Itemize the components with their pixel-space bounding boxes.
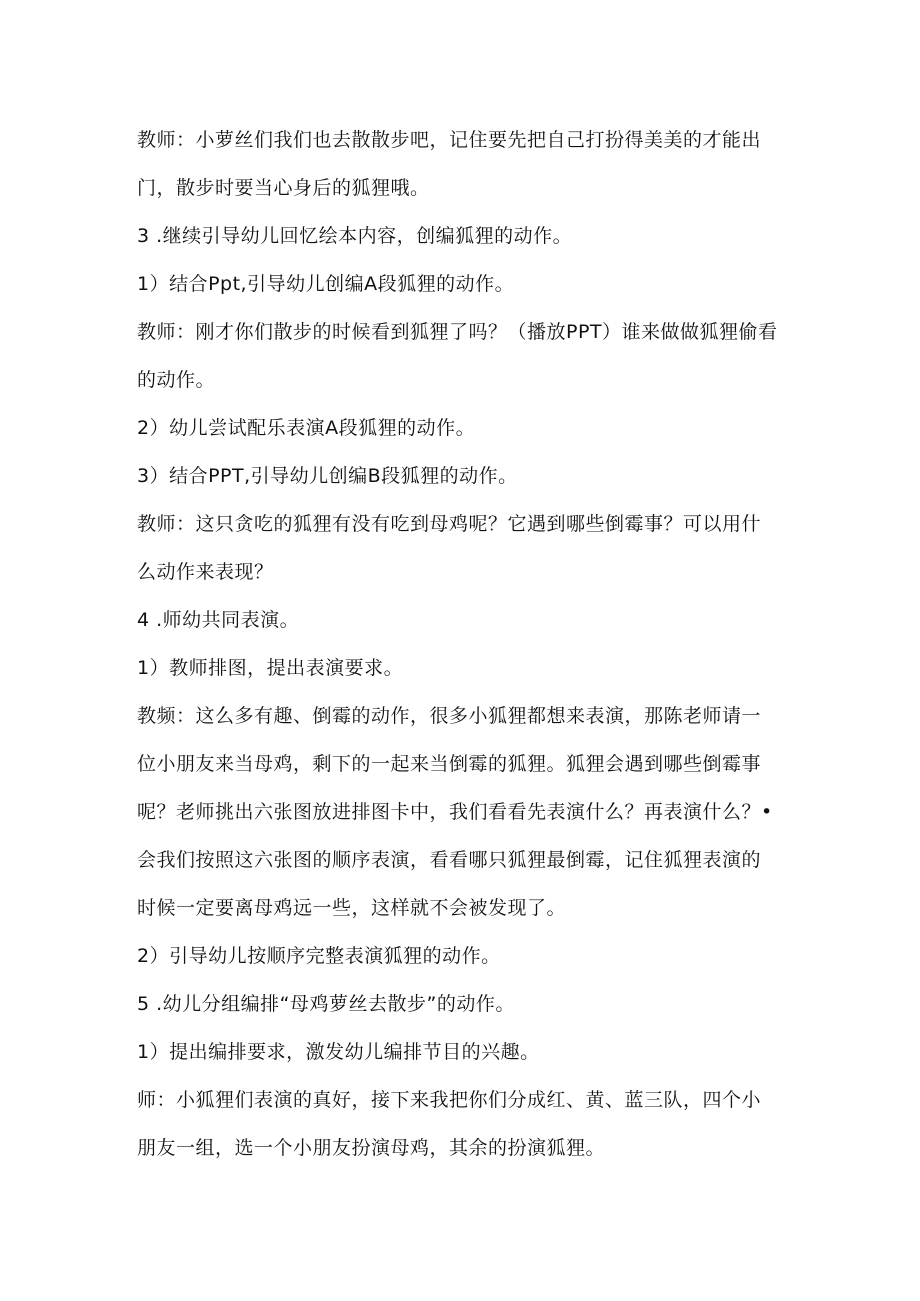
step-item: 2）幼儿尝试配乐表演A段狐狸的动作。	[137, 417, 476, 439]
step-item: 1）教师排图，提出表演要求。	[137, 657, 404, 679]
section-heading: 4 .师幼共同表演。	[137, 609, 300, 631]
text-line: 呢？老师挑出六张图放进排图卡中，我们看看先表演什么？再表演什么？•	[137, 801, 773, 823]
step-item: 2）引导幼儿按顺序完整表演狐狸的动作。	[137, 945, 501, 967]
section-heading: 5 .幼儿分组编排“母鸡萝丝去散步”的动作。	[137, 993, 515, 1015]
text-line: 么动作来表现？	[137, 561, 274, 583]
text-line: 门，散步时要当心身后的狐狸哦。	[137, 177, 430, 199]
text-line: 朋友一组，选一个小朋友扮演母鸡，其余的扮演狐狸。	[137, 1137, 606, 1159]
text-line: 会我们按照这六张图的顺序表演，看看哪只狐狸最倒霉，记住狐狸表演的	[137, 849, 762, 871]
step-item: 1）提出编排要求，激发幼儿编排节目的兴趣。	[137, 1041, 540, 1063]
text-line: 师：小狐狸们表演的真好，接下来我把你们分成红、黄、蓝三队，四个小	[137, 1089, 762, 1111]
text-line: 的动作。	[137, 369, 216, 391]
text-line: 教师：小萝丝们我们也去散散步吧，记住要先把自己打扮得美美的才能出	[137, 129, 762, 151]
step-item: 3）结合PPT,引导幼儿创编B段狐狸的动作。	[137, 465, 518, 487]
text-line: 教师：刚才你们散步的时候看到狐狸了吗？（播放PPT）谁来做做狐狸偷看	[137, 321, 778, 343]
text-line: 时候一定要离母鸡远一些，这样就不会被发现了。	[137, 897, 567, 919]
text-line: 教师：这只贪吃的狐狸有没有吃到母鸡呢？它遇到哪些倒霉事？可以用什	[137, 513, 762, 535]
section-heading: 3 .继续引导幼儿回忆绘本内容，创编狐狸的动作。	[137, 225, 573, 247]
text-line: 位小朋友来当母鸡，剩下的一起来当倒霉的狐狸。狐狸会遇到哪些倒霉事	[137, 753, 762, 775]
text-line: 教频：这么多有趣、倒霉的动作，很多小狐狸都想来表演，那陈老师请一	[137, 705, 762, 727]
step-item: 1）结合Ppt,引导幼儿创编A段狐狸的动作。	[137, 273, 515, 295]
document-body	[137, 123, 787, 1179]
